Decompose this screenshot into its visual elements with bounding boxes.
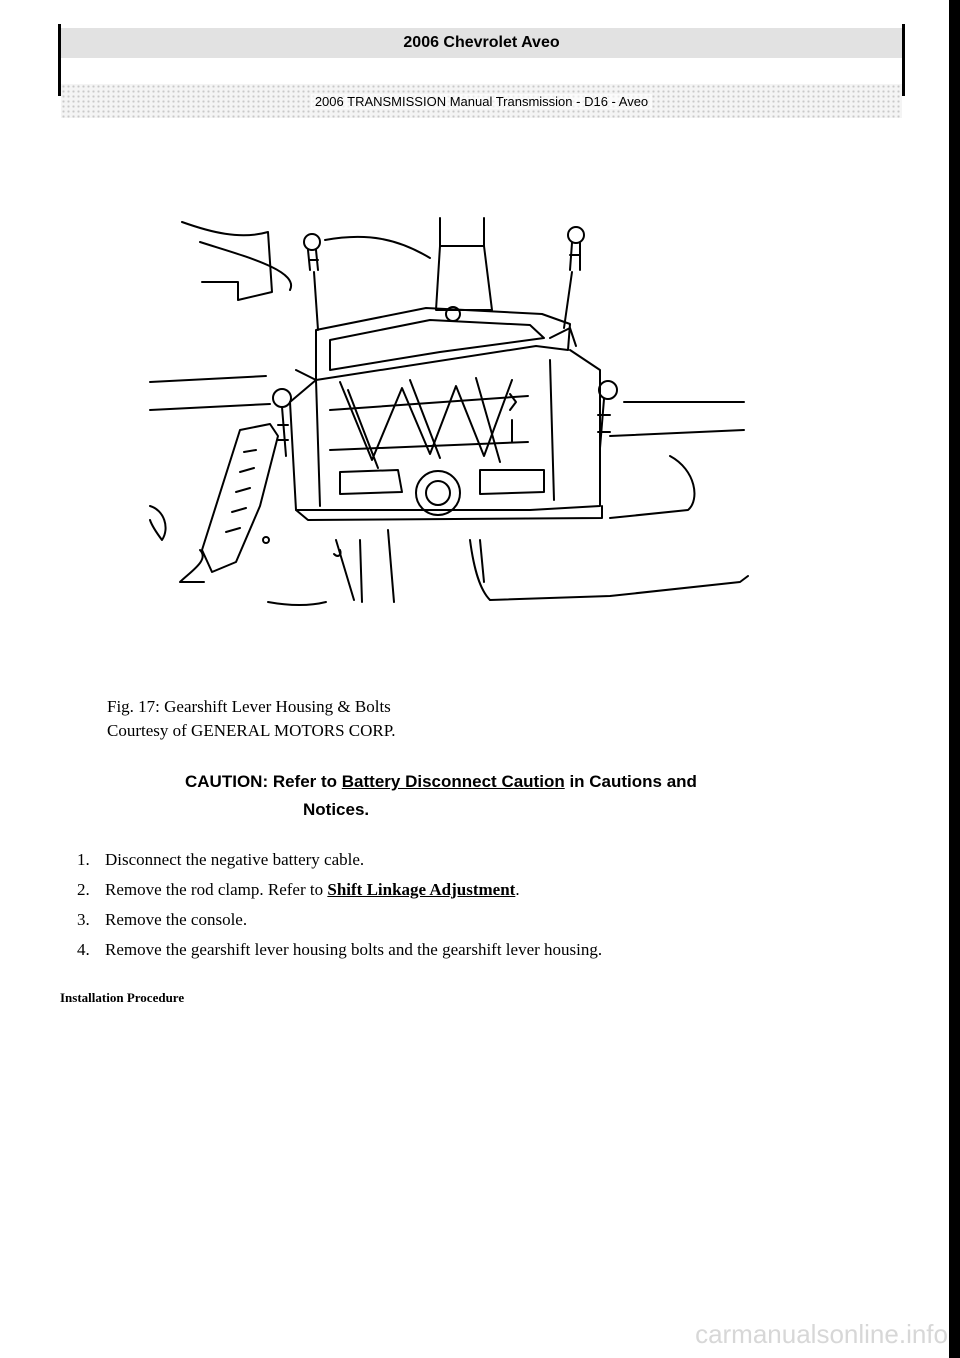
battery-disconnect-caution-link[interactable]: Battery Disconnect Caution bbox=[341, 772, 565, 791]
step-text: Remove the gearshift lever housing bolts and the gearshift lever housing. bbox=[105, 940, 603, 959]
step-text-end: . bbox=[515, 880, 520, 899]
bolt-top-left bbox=[304, 234, 320, 330]
watermark: carmanualsonline.info bbox=[695, 1319, 948, 1349]
figure-caption-title: Fig. 17: Gearshift Lever Housing & Bolts bbox=[107, 697, 391, 716]
list-item bbox=[77, 908, 602, 938]
page-header bbox=[58, 24, 905, 109]
list-item bbox=[77, 938, 602, 968]
step-text: Disconnect the negative battery cable. bbox=[105, 850, 365, 869]
caution-suffix: in Cautions and bbox=[564, 772, 697, 791]
header-subtitle-bar bbox=[61, 84, 902, 118]
removal-steps bbox=[77, 848, 602, 968]
figure-caption bbox=[107, 695, 396, 743]
bolt-top-right bbox=[564, 227, 584, 328]
caution-note bbox=[185, 768, 885, 824]
step-text: Remove the rod clamp. Refer to bbox=[105, 880, 328, 899]
gearshift-housing-illustration bbox=[140, 210, 760, 615]
step-number: 4. bbox=[77, 940, 90, 959]
figure-caption-credit: Courtesy of GENERAL MOTORS CORP. bbox=[107, 721, 396, 740]
section-heading: Installation Procedure bbox=[60, 990, 185, 1005]
list-item bbox=[77, 848, 602, 878]
step-number: 1. bbox=[77, 850, 90, 869]
caution-line2: Notices. bbox=[303, 800, 370, 819]
step-number: 3. bbox=[77, 910, 90, 929]
step-text: Remove the console. bbox=[105, 910, 248, 929]
caution-prefix: CAUTION: Refer to bbox=[185, 772, 342, 791]
list-item bbox=[77, 878, 602, 908]
page-edge-bar bbox=[949, 0, 960, 1358]
step-number: 2. bbox=[77, 880, 90, 899]
header-title: 2006 Chevrolet Aveo bbox=[61, 28, 902, 58]
header-subtitle: 2006 TRANSMISSION Manual Transmission - D16 - Aveo bbox=[311, 94, 652, 109]
shift-linkage-adjustment-link[interactable]: Shift Linkage Adjustment bbox=[327, 880, 516, 899]
